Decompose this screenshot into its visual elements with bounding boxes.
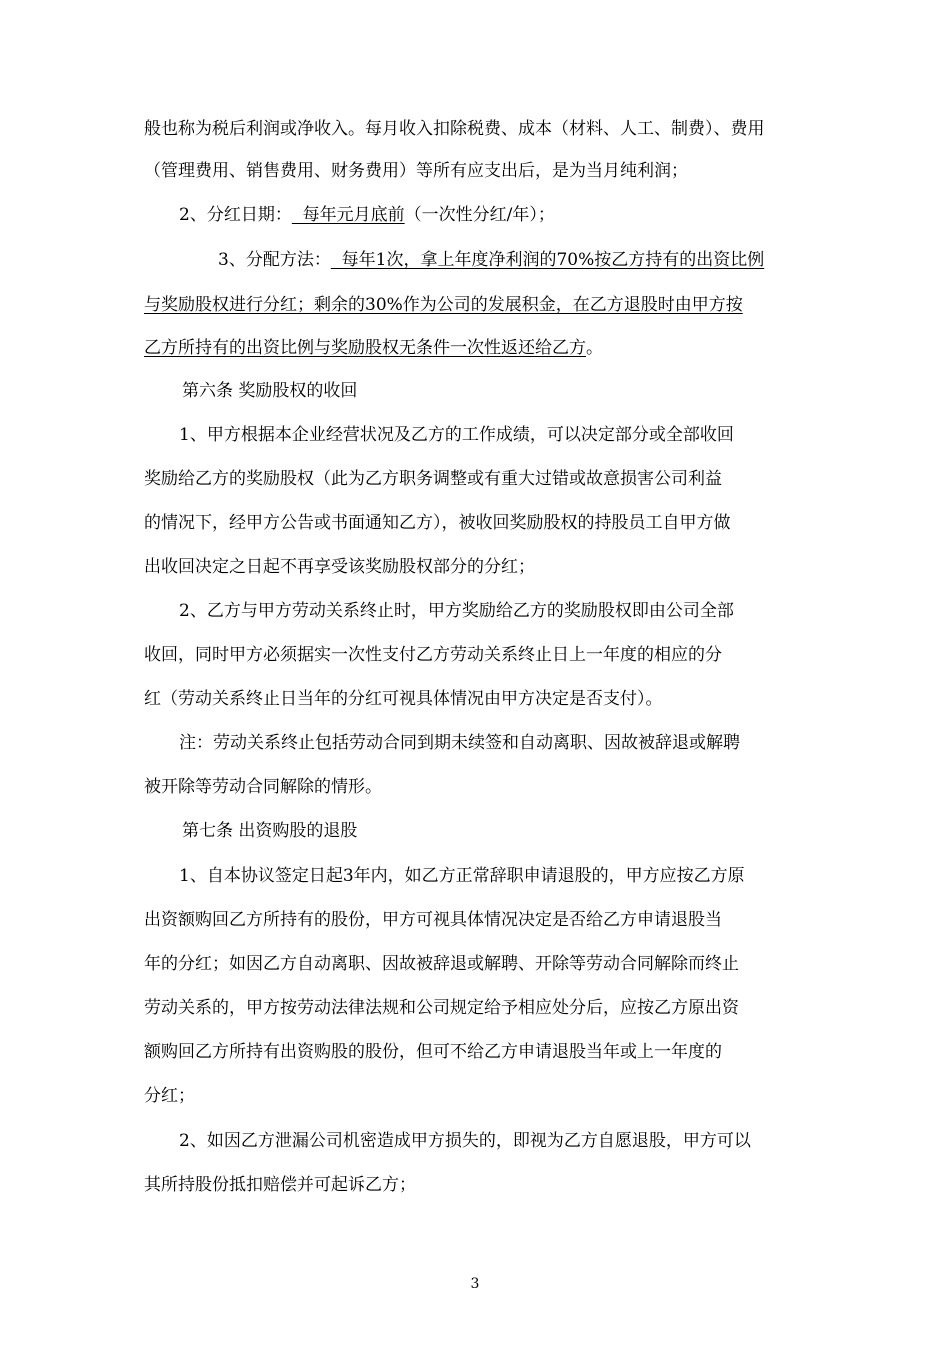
underlined-text-run: 每年元月底前 [291, 205, 405, 225]
body-line [218, 249, 764, 271]
body-line [179, 204, 555, 226]
text-run: 1、自本协议签定日起3年内，如乙方正常辞职申请退股的，甲方应按乙方原 [179, 866, 745, 886]
body-line [179, 600, 734, 622]
text-run: 第七条 出资购股的退股 [182, 821, 358, 841]
note-line [179, 732, 740, 754]
text-run: 分红； [144, 1086, 195, 1106]
text-run: 第六条 奖励股权的收回 [182, 381, 358, 401]
text-run: 1、甲方根据本企业经营状况及乙方的工作成绩，可以决定部分或全部收回 [179, 425, 734, 445]
body-line [144, 688, 663, 710]
body-line [144, 337, 603, 359]
text-run: 奖励给乙方的奖励股权（此为乙方职务调整或有重大过错或故意损害公司利益 [144, 469, 722, 489]
body-line [179, 1130, 751, 1152]
text-run: 收回，同时甲方必须据实一次性支付乙方劳动关系终止日上一年度的相应的分 [144, 645, 722, 665]
page-number: 3 [470, 1276, 480, 1292]
body-line [144, 468, 722, 490]
body-line [144, 294, 743, 316]
body-line [144, 1174, 416, 1196]
text-run: 2、如因乙方泄漏公司机密造成甲方损失的，即视为乙方自愿退股，甲方可以 [179, 1131, 751, 1151]
underlined-text-run: 乙方所持有的出资比例与奖励股权无条件一次性返还给乙方 [144, 338, 586, 358]
body-line [144, 118, 765, 140]
body-line [144, 512, 731, 534]
text-run: 3、分配方法： [218, 250, 331, 270]
text-run: 2、乙方与甲方劳动关系终止时，甲方奖励给乙方的奖励股权即由公司全部 [179, 601, 734, 621]
text-run: 红（劳动关系终止日当年的分红可视具体情况由甲方决定是否支付）。 [144, 689, 663, 709]
text-run: 出收回决定之日起不再享受该奖励股权部分的分红； [144, 557, 535, 577]
text-run: 额购回乙方所持有出资购股的股份，但可不给乙方申请退股当年或上一年度的 [144, 1042, 722, 1062]
text-run: 其所持股份抵扣赔偿并可起诉乙方； [144, 1175, 416, 1195]
body-line [144, 644, 722, 666]
text-run: 般也称为税后利润或净收入。每月收入扣除税费、成本（材料、人工、制费）、费用 [144, 119, 765, 139]
underlined-text-run: 每年1次，拿上年度净利润的70%按乙方持有的出资比例 [330, 250, 765, 270]
body-line [144, 1041, 722, 1063]
text-run: 被开除等劳动合同解除的情形。 [144, 777, 382, 797]
body-line [144, 1085, 195, 1107]
body-line [144, 953, 739, 975]
body-line [144, 776, 382, 798]
text-run: 。 [586, 338, 603, 358]
underlined-text-run: 与奖励股权进行分红；剩余的30%作为公司的发展积金，在乙方退股时由甲方按 [144, 295, 743, 315]
text-run: （一次性分红/年）； [404, 205, 555, 225]
text-run: 2、分红日期： [179, 205, 292, 225]
section-heading [182, 380, 357, 402]
body-line [144, 556, 535, 578]
body-line [144, 160, 688, 182]
text-run: 注：劳动关系终止包括劳动合同到期未续签和自动离职、因故被辞退或解聘 [179, 733, 740, 753]
section-heading [182, 820, 357, 842]
text-run: （管理费用、销售费用、财务费用）等所有应支出后，是为当月纯利润； [144, 161, 688, 181]
body-line [179, 865, 745, 887]
text-run: 劳动关系的，甲方按劳动法律法规和公司规定给予相应处分后，应按乙方原出资 [144, 998, 739, 1018]
text-run: 年的分红；如因乙方自动离职、因故被辞退或解聘、开除等劳动合同解除而终止 [144, 954, 739, 974]
text-run: 出资额购回乙方所持有的股份，甲方可视具体情况决定是否给乙方申请退股当 [144, 910, 722, 930]
body-line [144, 909, 722, 931]
body-line [144, 997, 739, 1019]
body-line [179, 424, 734, 446]
text-run: 的情况下，经甲方公告或书面通知乙方），被收回奖励股权的持股员工自甲方做 [144, 513, 731, 533]
